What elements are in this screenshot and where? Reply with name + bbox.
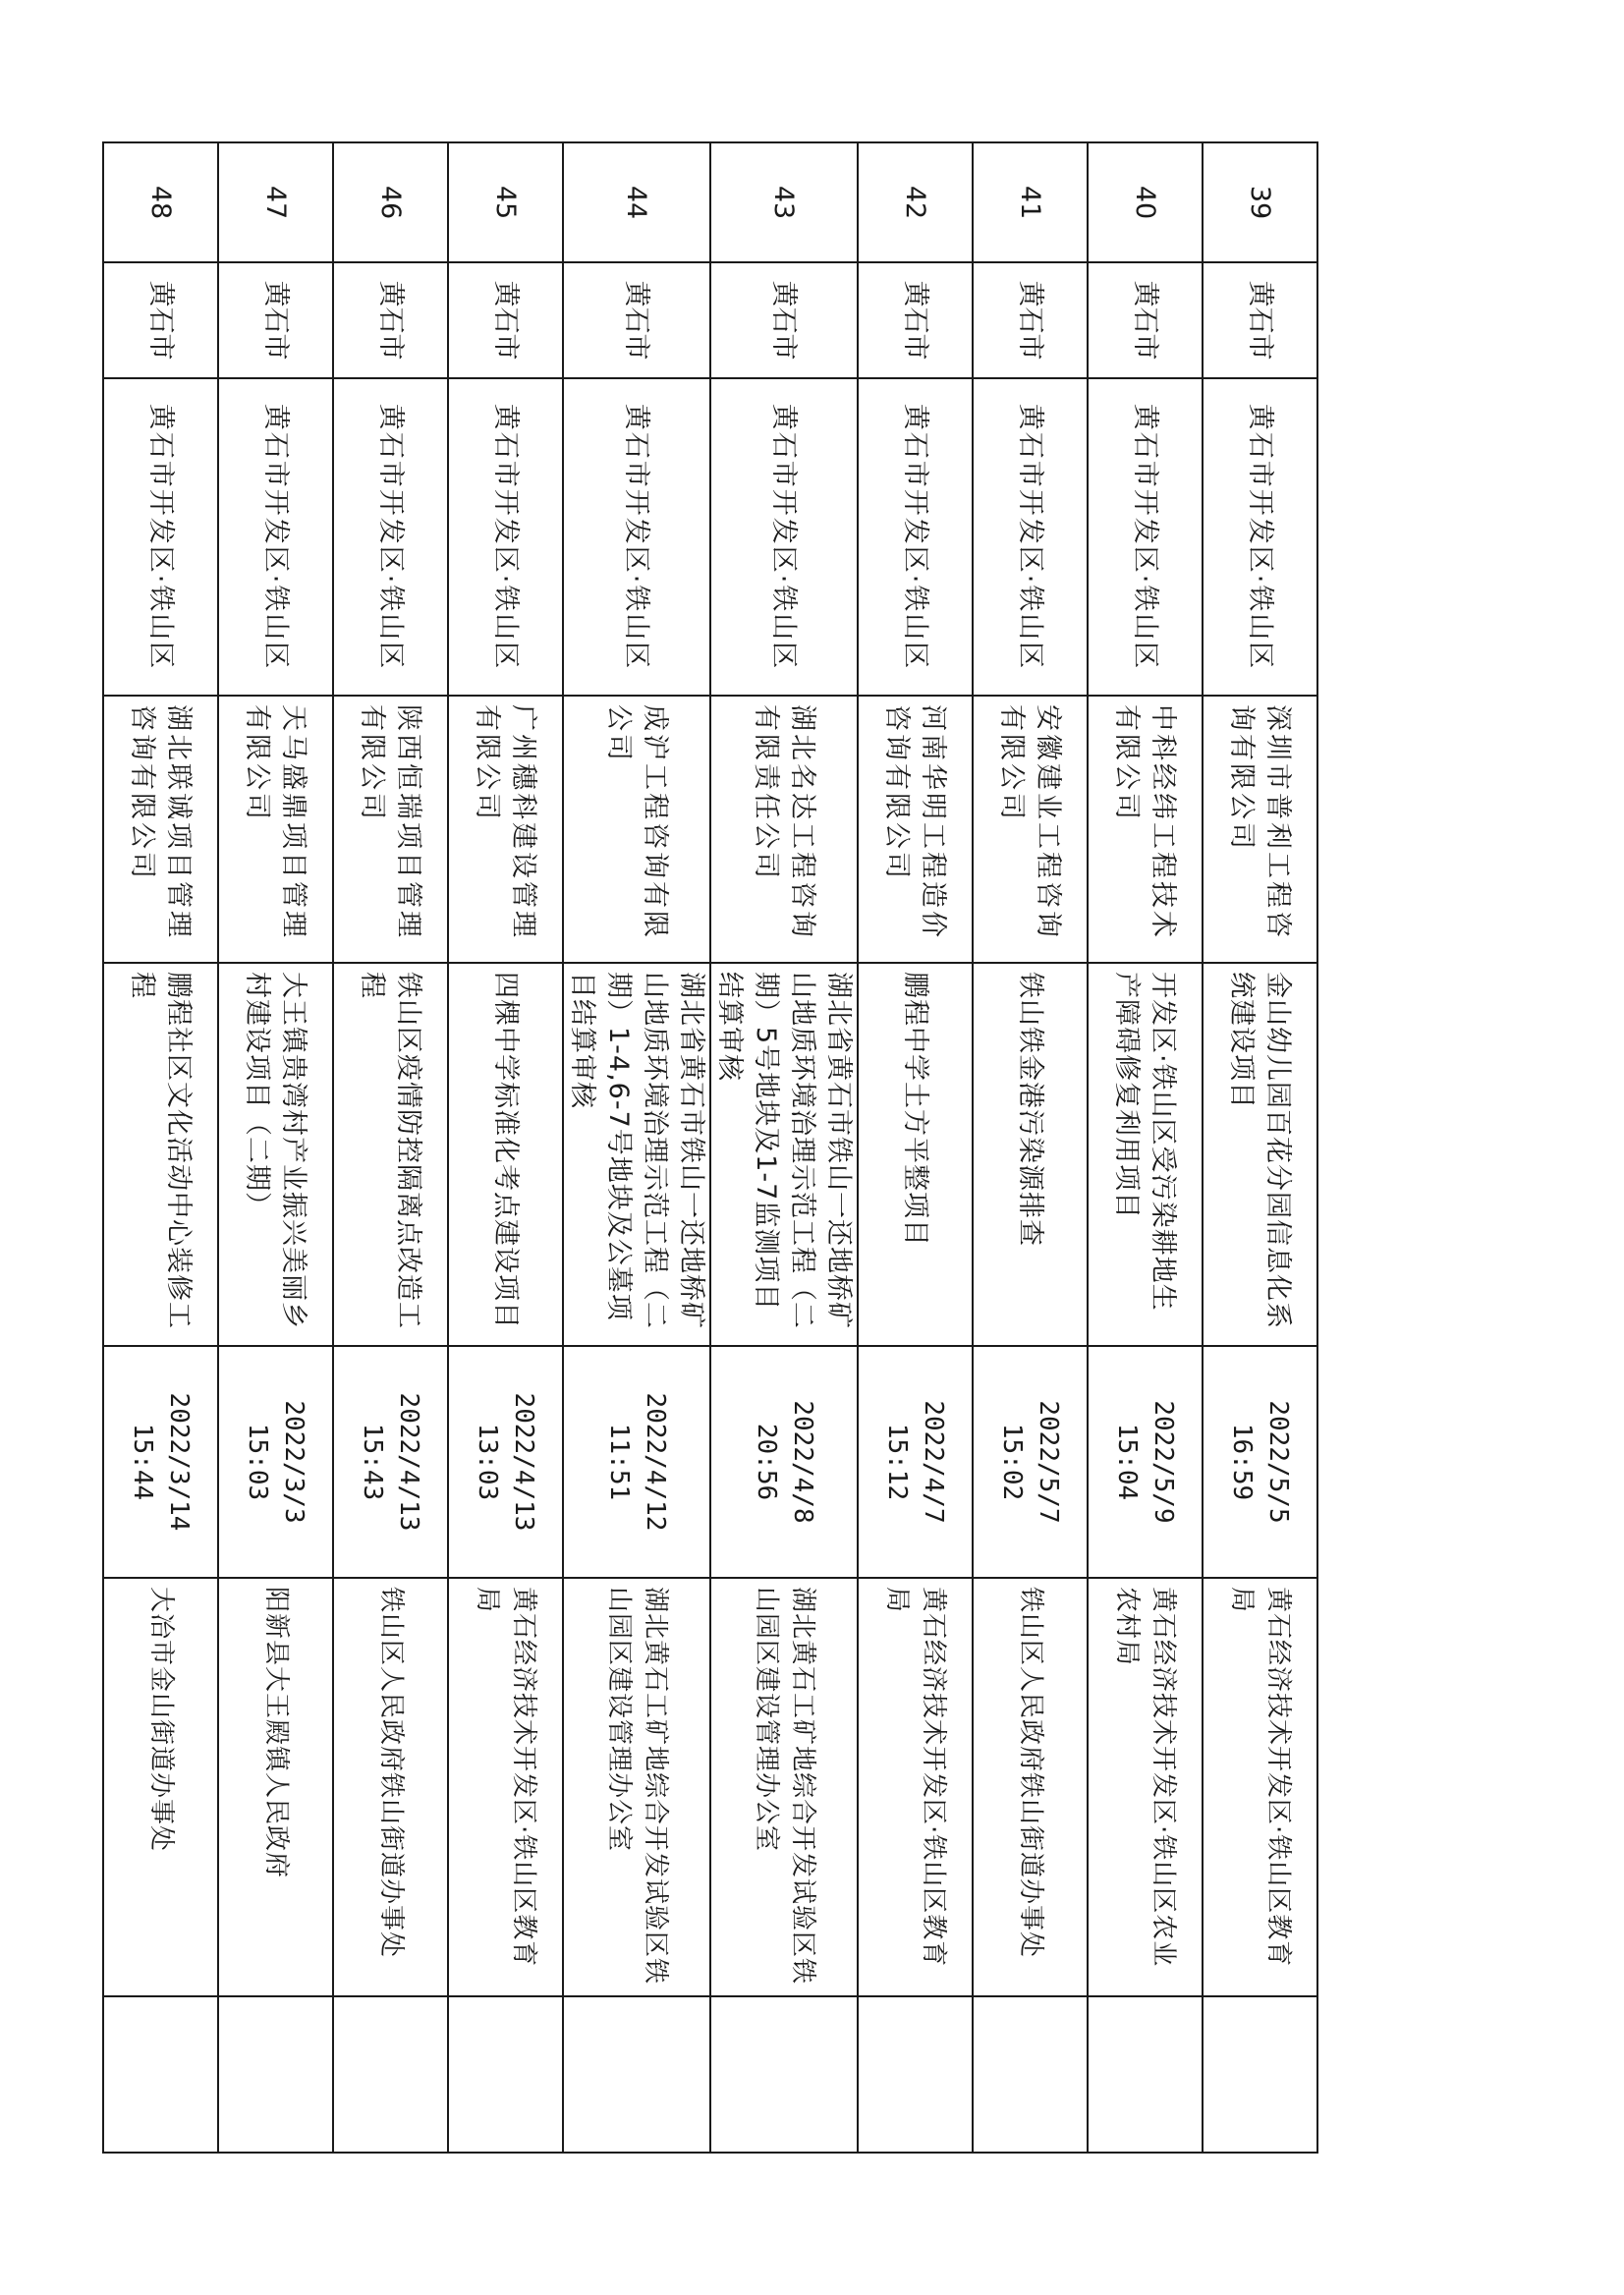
- table-row: [1203, 142, 1317, 2153]
- remark-cell: [973, 1996, 1088, 2153]
- datetime-cell: 2022/4/8 20:56: [710, 1346, 858, 1578]
- organization-cell: 铁山区人民政府铁山街道办事处: [333, 1578, 448, 1996]
- company-cell: 广州穗科建设管理有限公司: [448, 696, 563, 963]
- city-cell: 黄石市: [1203, 262, 1317, 378]
- datetime-cell: 2022/5/7 15:02: [973, 1346, 1088, 1578]
- table-body: [103, 142, 1317, 2153]
- row-number: 39: [1203, 142, 1317, 262]
- project-name-cell: 湖北省黄石市铁山一还地桥矿山地质环境治理示范工程（二期）1-4,6-7号地块及公墓项目结算审核: [563, 963, 710, 1346]
- company-cell: 湖北联诚项目管理咨询有限公司: [103, 696, 218, 963]
- organization-cell: 大冶市金山街道办事处: [103, 1578, 218, 1996]
- row-number: 46: [333, 142, 448, 262]
- district-cell: 黄石市开发区·铁山区: [858, 378, 973, 696]
- city-cell: 黄石市: [218, 262, 333, 378]
- project-name-cell: 铁山区疫情防控隔离点改造工程: [333, 963, 448, 1346]
- row-number: 48: [103, 142, 218, 262]
- project-name-cell: 湖北省黄石市铁山一还地桥矿山地质环境治理示范工程（二期）5号地块及1-7监测项目结算审核: [710, 963, 858, 1346]
- organization-cell: 黄石经济技术开发区·铁山区农业农村局: [1088, 1578, 1203, 1996]
- remark-cell: [710, 1996, 858, 2153]
- table-row: [218, 142, 333, 2153]
- table-row: [710, 142, 858, 2153]
- datetime-cell: 2022/5/9 15:04: [1088, 1346, 1203, 1578]
- project-name-cell: 鹏程中学土方平整项目: [858, 963, 973, 1346]
- row-number: 43: [710, 142, 858, 262]
- remark-cell: [333, 1996, 448, 2153]
- district-cell: 黄石市开发区·铁山区: [1088, 378, 1203, 696]
- row-number: 41: [973, 142, 1088, 262]
- city-cell: 黄石市: [973, 262, 1088, 378]
- company-cell: 湖北名达工程咨询有限责任公司: [710, 696, 858, 963]
- district-cell: 黄石市开发区·铁山区: [563, 378, 710, 696]
- city-cell: 黄石市: [710, 262, 858, 378]
- table-row: [448, 142, 563, 2153]
- district-cell: 黄石市开发区·铁山区: [218, 378, 333, 696]
- row-number: 42: [858, 142, 973, 262]
- project-name-cell: 四棵中学标准化考点建设项目: [448, 963, 563, 1346]
- table-row: [333, 142, 448, 2153]
- rotated-table-sheet: [127, 141, 1318, 2152]
- datetime-cell: 2022/3/14 15:44: [103, 1346, 218, 1578]
- company-cell: 河南华明工程造价咨询有限公司: [858, 696, 973, 963]
- company-cell: 成沪工程咨询有限公司: [563, 696, 710, 963]
- table-row: [103, 142, 218, 2153]
- project-table: [102, 141, 1318, 2154]
- row-number: 44: [563, 142, 710, 262]
- company-cell: 天马盛鼎项目管理有限公司: [218, 696, 333, 963]
- organization-cell: 湖北黄石工矿地综合开发试验区铁山园区建设管理办公室: [710, 1578, 858, 1996]
- remark-cell: [1088, 1996, 1203, 2153]
- table-row: [1088, 142, 1203, 2153]
- remark-cell: [218, 1996, 333, 2153]
- datetime-cell: 2022/4/13 13:03: [448, 1346, 563, 1578]
- organization-cell: 黄石经济技术开发区·铁山区教育局: [448, 1578, 563, 1996]
- city-cell: 黄石市: [448, 262, 563, 378]
- project-name-cell: 大王镇贵湾村产业振兴美丽乡村建设项目（二期）: [218, 963, 333, 1346]
- company-cell: 安徽建业工程咨询有限公司: [973, 696, 1088, 963]
- remark-cell: [1203, 1996, 1317, 2153]
- project-name-cell: 金山幼儿园百花分园信息化系统建设项目: [1203, 963, 1317, 1346]
- district-cell: 黄石市开发区·铁山区: [710, 378, 858, 696]
- city-cell: 黄石市: [563, 262, 710, 378]
- datetime-cell: 2022/4/7 15:12: [858, 1346, 973, 1578]
- remark-cell: [103, 1996, 218, 2153]
- project-name-cell: 开发区·铁山区受污染耕地生产障碍修复利用项目: [1088, 963, 1203, 1346]
- city-cell: 黄石市: [858, 262, 973, 378]
- remark-cell: [563, 1996, 710, 2153]
- organization-cell: 黄石经济技术开发区·铁山区教育局: [1203, 1578, 1317, 1996]
- table-row: [973, 142, 1088, 2153]
- datetime-cell: 2022/3/3 15:03: [218, 1346, 333, 1578]
- project-name-cell: 鹏程社区文化活动中心装修工程: [103, 963, 218, 1346]
- district-cell: 黄石市开发区·铁山区: [103, 378, 218, 696]
- district-cell: 黄石市开发区·铁山区: [973, 378, 1088, 696]
- project-name-cell: 铁山铁金港污染源排查: [973, 963, 1088, 1346]
- table-row: [858, 142, 973, 2153]
- company-cell: 陕西恒瑞项目管理有限公司: [333, 696, 448, 963]
- company-cell: 中科经纬工程技术有限公司: [1088, 696, 1203, 963]
- organization-cell: 湖北黄石工矿地综合开发试验区铁山园区建设管理办公室: [563, 1578, 710, 1996]
- table-row: [563, 142, 710, 2153]
- datetime-cell: 2022/4/12 11:51: [563, 1346, 710, 1578]
- row-number: 47: [218, 142, 333, 262]
- organization-cell: 铁山区人民政府铁山街道办事处: [973, 1578, 1088, 1996]
- district-cell: 黄石市开发区·铁山区: [448, 378, 563, 696]
- organization-cell: 阳新县大王殿镇人民政府: [218, 1578, 333, 1996]
- remark-cell: [858, 1996, 973, 2153]
- city-cell: 黄石市: [1088, 262, 1203, 378]
- datetime-cell: 2022/5/5 16:59: [1203, 1346, 1317, 1578]
- row-number: 45: [448, 142, 563, 262]
- organization-cell: 黄石经济技术开发区·铁山区教育局: [858, 1578, 973, 1996]
- row-number: 40: [1088, 142, 1203, 262]
- city-cell: 黄石市: [333, 262, 448, 378]
- company-cell: 深圳市普利工程咨询有限公司: [1203, 696, 1317, 963]
- city-cell: 黄石市: [103, 262, 218, 378]
- remark-cell: [448, 1996, 563, 2153]
- district-cell: 黄石市开发区·铁山区: [1203, 378, 1317, 696]
- datetime-cell: 2022/4/13 15:43: [333, 1346, 448, 1578]
- district-cell: 黄石市开发区·铁山区: [333, 378, 448, 696]
